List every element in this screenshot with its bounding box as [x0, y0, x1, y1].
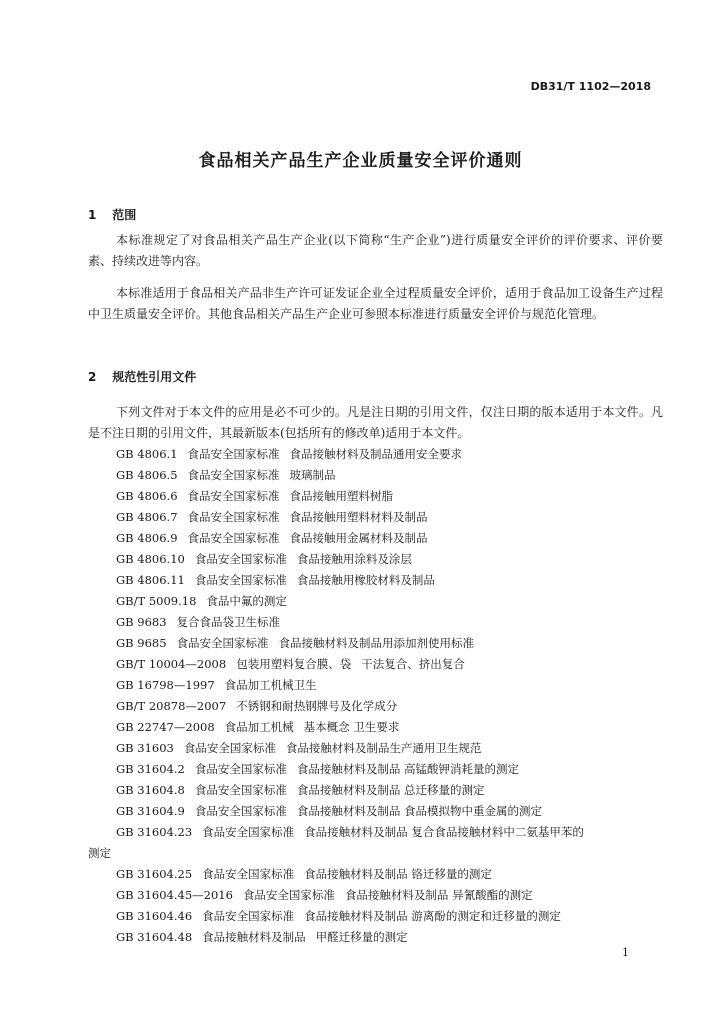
reference-code: GB 4806.6	[116, 489, 178, 503]
reference-title: 食品加工机械卫生	[224, 678, 317, 692]
reference-code: GB 31604.8	[116, 783, 185, 797]
reference-code: GB 4806.9	[116, 531, 178, 545]
reference-subject: 食品接触用橡胶材料及制品	[296, 573, 435, 587]
reference-code: GB/T 10004—2008	[116, 657, 227, 671]
reference-code: GB 4806.10	[116, 552, 185, 566]
reference-subject: 甲醛迁移量的测定	[315, 930, 408, 944]
reference-item	[88, 570, 663, 591]
reference-code: GB 4806.1	[116, 447, 178, 461]
reference-code: GB 31604.25	[116, 867, 193, 881]
reference-code: GB 4806.5	[116, 468, 178, 482]
scope-paragraph-2: 本标准适用于食品相关产品非生产许可证发证企业全过程质量安全评价，适用于食品加工设备生产过程中卫生质量安全评价。其他食品相关产品生产企业可参照本标准进行质量安全评价与规范化管理。	[88, 286, 663, 321]
reference-item	[88, 465, 663, 486]
reference-title: 包装用塑料复合膜、袋	[236, 657, 352, 671]
reference-item	[88, 612, 663, 633]
section-number: 1	[88, 208, 97, 222]
reference-code: GB 31604.2	[116, 762, 185, 776]
reference-code: GB 22747—2008	[116, 720, 215, 734]
reference-code: GB 31604.9	[116, 804, 185, 818]
reference-subject: 食品接触材料及制品 复合食品接触材料中二氨基甲苯的	[304, 825, 584, 839]
reference-item	[88, 591, 663, 612]
reference-item	[88, 759, 663, 780]
reference-subject: 食品接触材料及制品 游离酚的测定和迁移量的测定	[304, 909, 561, 923]
reference-list	[88, 444, 663, 948]
reference-item	[88, 906, 663, 927]
reference-subject: 玻璃制品	[289, 468, 336, 482]
reference-subject: 食品接触材料及制品 铬迁移量的测定	[304, 867, 492, 881]
reference-code: GB 9685	[116, 636, 167, 650]
reference-subject-continuation: 测定	[88, 846, 111, 860]
reference-code: GB/T 5009.18	[116, 594, 197, 608]
reference-title: 食品安全国家标准	[194, 783, 287, 797]
reference-title: 食品安全国家标准	[202, 909, 295, 923]
reference-item	[88, 717, 663, 738]
standard-code: DB31/T 1102—2018	[530, 80, 651, 93]
reference-item	[88, 927, 663, 948]
reference-title: 食品安全国家标准	[187, 489, 280, 503]
reference-title: 食品安全国家标准	[194, 762, 287, 776]
reference-item	[88, 696, 663, 717]
reference-code: GB 31603	[116, 741, 174, 755]
reference-subject: 食品接触材料及制品 高锰酸钾消耗量的测定	[296, 762, 520, 776]
reference-title: 食品加工机械	[224, 720, 294, 734]
reference-item	[88, 885, 663, 906]
reference-item	[88, 549, 663, 570]
reference-subject: 干法复合、挤出复合	[361, 657, 465, 671]
reference-code: GB 9683	[116, 615, 167, 629]
reference-title: 食品安全国家标准	[242, 888, 335, 902]
reference-title: 复合食品袋卫生标准	[176, 615, 281, 629]
reference-item	[88, 507, 663, 528]
reference-item	[88, 444, 663, 465]
reference-title: 食品安全国家标准	[194, 804, 287, 818]
document-title: 食品相关产品生产企业质量安全评价通则	[198, 151, 523, 171]
reference-title: 食品安全国家标准	[194, 573, 287, 587]
reference-title: 食品安全国家标准	[183, 741, 276, 755]
reference-code: GB/T 20878—2007	[116, 699, 227, 713]
reference-item	[88, 738, 663, 759]
reference-title: 食品安全国家标准	[187, 531, 280, 545]
reference-item	[88, 654, 663, 675]
reference-title: 食品安全国家标准	[187, 447, 280, 461]
section-heading-scope	[88, 206, 136, 223]
reference-item	[88, 675, 663, 696]
reference-item	[88, 633, 663, 654]
reference-code: GB 4806.7	[116, 510, 178, 524]
reference-item	[88, 822, 663, 864]
reference-title: 食品接触材料及制品	[202, 930, 306, 944]
reference-item	[88, 528, 663, 549]
reference-subject: 食品接触用涂料及涂层	[296, 552, 412, 566]
reference-title: 食品安全国家标准	[187, 468, 280, 482]
reference-subject: 食品接触材料及制品用添加剂使用标准	[278, 636, 475, 650]
reference-subject: 食品接触材料及制品 食品模拟物中重金属的测定	[296, 804, 543, 818]
section-title: 规范性引用文件	[112, 370, 197, 384]
reference-subject: 食品接触材料及制品通用安全要求	[289, 447, 463, 461]
reference-title: 食品中氟的测定	[206, 594, 287, 608]
reference-subject: 食品接触用金属材料及制品	[289, 531, 428, 545]
reference-subject: 食品接触材料及制品生产通用卫生规范	[285, 741, 482, 755]
reference-code: GB 31604.45—2016	[116, 888, 233, 902]
reference-subject: 食品接触用塑料树脂	[289, 489, 394, 503]
reference-title: 不锈钢和耐热钢牌号及化学成分	[236, 699, 398, 713]
reference-code: GB 31604.48	[116, 930, 193, 944]
reference-code: GB 4806.11	[116, 573, 185, 587]
reference-title: 食品安全国家标准	[187, 510, 280, 524]
reference-title: 食品安全国家标准	[176, 636, 269, 650]
reference-code: GB 31604.23	[116, 825, 193, 839]
scope-paragraph-1: 本标准规定了对食品相关产品生产企业(以下简称“生产企业”)进行质量安全评价的评价要求、评价要素、持续改进等内容。	[88, 233, 663, 268]
reference-code: GB 31604.46	[116, 909, 193, 923]
reference-item	[88, 864, 663, 885]
section-number: 2	[88, 370, 97, 384]
page-number: 1	[622, 946, 629, 959]
reference-subject: 食品接触材料及制品 异氰酸酯的测定	[344, 888, 533, 902]
reference-subject: 食品接触用塑料材料及制品	[289, 510, 428, 524]
references-intro-paragraph: 下列文件对于本文件的应用是必不可少的。凡是注日期的引用文件，仅注日期的版本适用于本文件。凡是不注日期的引用文件，其最新版本(包括所有的修改单)适用于本文件。	[88, 405, 663, 440]
reference-subject: 基本概念 卫生要求	[303, 720, 400, 734]
reference-item	[88, 801, 663, 822]
section-heading-normative-references	[88, 368, 196, 385]
reference-subject: 食品接触材料及制品 总迁移量的测定	[296, 783, 485, 797]
reference-title: 食品安全国家标准	[194, 552, 287, 566]
reference-item	[88, 486, 663, 507]
reference-title: 食品安全国家标准	[202, 867, 295, 881]
reference-title: 食品安全国家标准	[202, 825, 295, 839]
section-title: 范围	[112, 208, 137, 222]
reference-code: GB 16798—1997	[116, 678, 215, 692]
reference-item	[88, 780, 663, 801]
